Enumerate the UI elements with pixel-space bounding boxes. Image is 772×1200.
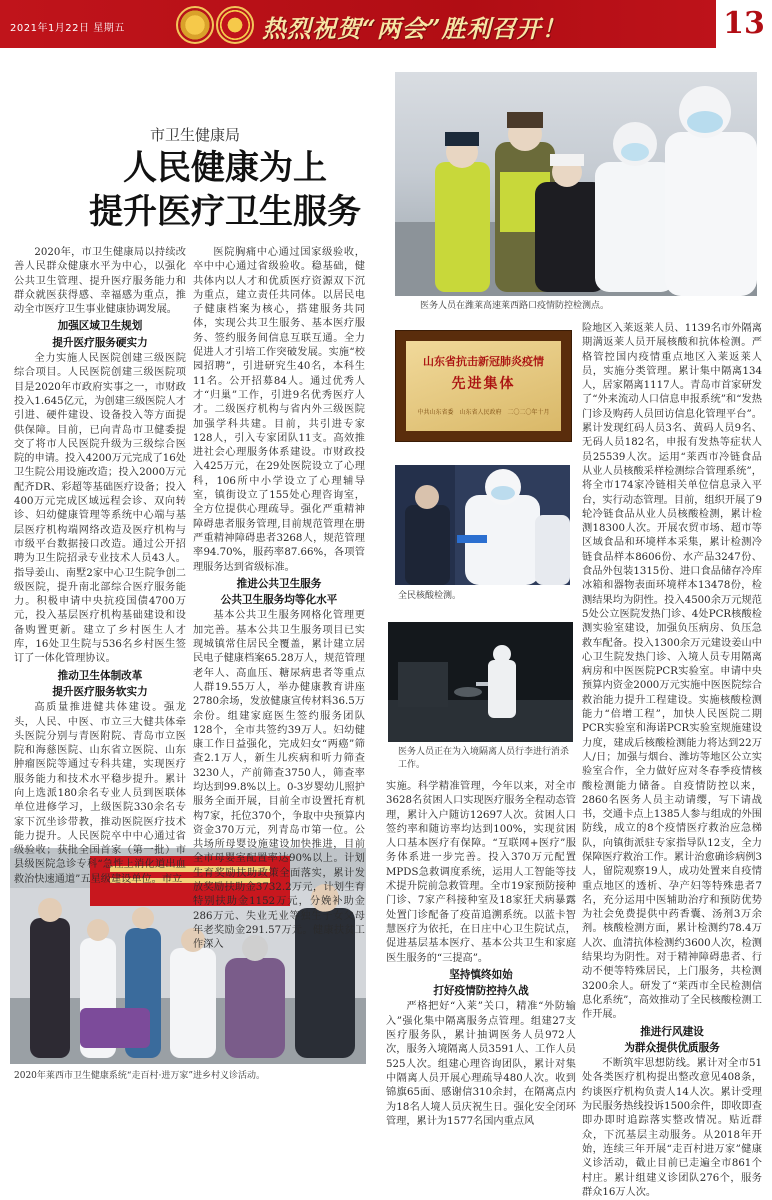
headline-line-2: 提升医疗卫生服务 bbox=[89, 192, 361, 232]
article-column-2 bbox=[193, 246, 365, 953]
article-column-4 bbox=[582, 322, 762, 1200]
paragraph: 2020年，市卫生健康局以持续改善人民群众健康水平为中心，以强化公共卫生管理、提升医疗服务能力和群众就医获得感、幸福感为重点，推动全市医疗卫生事业健康协调发展。 bbox=[14, 247, 186, 316]
national-emblem-icon bbox=[176, 6, 214, 44]
clinic-outreach-caption: 2020年莱西市卫生健康系统“走百村·进万家”进乡村义诊活动。 bbox=[14, 1071, 265, 1081]
cppcc-emblem-icon bbox=[216, 6, 254, 44]
article-column-1 bbox=[14, 246, 186, 887]
article-kicker: 市卫生健康局 bbox=[150, 126, 241, 144]
paragraph: 不断筑牢思想防线。累计对全市51处各类医疗机构提出整改意见408条，约谈医疗机构负责人14人次。累计受理为民服务热线投诉1500余件，即收即查即办即时追踪落实整改情况。贴近群众，下沉基层主动服务。从2018年开始，连续三年开展“走百村进万家”健康义诊活动，截止目前已走遍全市861个村庄。累计组建义诊团队276个，服务群众16万人次。 bbox=[582, 1058, 762, 1198]
article-headline bbox=[70, 146, 380, 234]
page-header-banner bbox=[0, 0, 772, 48]
nucleic-test-caption: 全民核酸检测。 bbox=[398, 591, 462, 601]
banner-slogan: 热烈祝贺“两会”胜利召开！ bbox=[262, 14, 567, 43]
nucleic-test-illustration bbox=[395, 465, 570, 585]
disinfection-caption: 医务人员正在为入境隔离人员行李进行消杀工作。 bbox=[398, 747, 570, 770]
issue-date: 2021年1月22日 星期五 bbox=[10, 23, 125, 34]
plaque-face bbox=[406, 341, 561, 431]
section-heading: 打好疫情防控持久战 bbox=[433, 985, 529, 998]
section-heading: 推进行风建设 bbox=[640, 1025, 704, 1038]
nucleic-test-photo bbox=[395, 465, 570, 585]
section-heading: 推动卫生体制改革 bbox=[57, 669, 143, 682]
paragraph: 实施。科学精准管理，今年以来，对全市3628名贫困人口实现医疗服务全程动态管理，累计入户随访12697人次。贫困人口签约率和随访率均达到100%，实现贫困人口基本医疗有保障。“互联网+医疗”服务体系进一步完善。投入370万元配置MPDS急救调度系统，运用人工智能等技术提升院前急救管理。全市19家预防接种门诊、7家产科接种室及18家狂犬病暴露处置门诊配备了疫苗追溯系统。以蓝卡智慧医疗为依托，在日庄中心卫生院试点，促进基层基本医疗、基本公共卫生和家庭医生服务的“三提高”。 bbox=[386, 781, 576, 964]
checkpoint-photo bbox=[395, 72, 757, 296]
section-heading: 提升医疗服务软实力 bbox=[52, 685, 148, 698]
section-heading: 加强区域卫生规划 bbox=[57, 320, 143, 333]
checkpoint-photo-illustration bbox=[395, 72, 757, 296]
disinfection-photo bbox=[388, 622, 573, 742]
paragraph: 严格把好“入莱”关口，精准“外防输入”强化集中隔离服务点管理。组建27支医疗服务队，累计抽调医务人员972人次，服务入境隔离人员3591人、工作人员525人次。组建心理咨询团队，累计对集中隔离人员开展心理疏导480人次。收到锦旗65面、感谢信310余封，在隔离点内为18名人境人员庆祝生日。强化安全闭环管理，累计为1577名国内重点风 bbox=[386, 1001, 576, 1127]
article-column-3 bbox=[386, 780, 576, 1129]
section-heading: 推进公共卫生服务 bbox=[236, 577, 322, 590]
paragraph: 医院胸痛中心通过国家级验收，卒中中心通过省级验收。稳基础，健共体内以人才和优质医疗资源双下沉为重点，建立责任共同体。以居民电子健康档案为核心，搭建服务共同体，实现公共卫生服务、基本医疗服务、签约服务间信息互联互通。全力促进人才引培工作突破发展。实施“校园招聘”，引进研究生40名，本科生11名。公开招募84人。通过优秀人才“归巢”工作，引进9名优秀医疗人才。二级医疗机构与省内外三级医院加强学科共建。目前，共引进专家128人，引入专家团队11支。高效推进社会心理服务体系建设。市财政投入425万元，在29处医院设立了心理科，106所中小学设立了心理辅导室，镇街设立了155处心理咨询室，全方位提供心理疏导。强化严重精神障碍患者服务管理,目前规范管理在册严重精神障碍患者3268人，规范管理率94.70%，服药率87.66%，各项管理服务达到省级标准。 bbox=[193, 247, 365, 573]
section-heading: 提升医疗服务硬实力 bbox=[52, 336, 148, 349]
disinfection-illustration bbox=[388, 622, 573, 742]
paragraph: 基本公共卫生服务网格化管理更加完善。基本公共卫生服务项目已实现城镇常住居民全覆盖，累计建立居民电子健康档案65.28万人，规范管理老年人、高血压、糖尿病患者等重点人群19.55万人，举办健康教育讲座2780余场，发放健康宣传材料36.5万余份。组建家庭医生签约服务团队128个，全市共签约39万人。妇幼健康工作日益强化，完成妇女“两癌”筛查2.1万人，新生儿疾病和听力筛查3230人，产前筛查3750人，筛查率均达到99.8%以上。0-3岁婴幼儿照护服务全面开展，目前全市设置托育机构7家，托位370个，争取中央预算内资金370万元，列青岛市第一位。公共场所母婴设施建设加快推进，目前全市母婴室配置率达90%以上。计划生育奖励扶助政策全面落实，累计发放奖励扶助金3732.2万元，计划生育特别扶助金1152万元，分娩补助金286万元、失业无业等独生子女父母年老奖励金291.57万元。健康扶贫工作深入 bbox=[193, 610, 365, 951]
checkpoint-caption: 医务人员在潍莱高速莱西路口疫情防控检测点。 bbox=[420, 301, 610, 311]
section-heading: 为群众提供优质服务 bbox=[624, 1041, 720, 1054]
paragraph: 险地区入莱返莱人员、1139名市外隔离期满返莱人员开展核酸和抗体检测。严格管控国内疫情重点地区入莱返莱人员，实施分类管理。累计集中隔离134人，居家隔离1117人。青岛市首家研发了“外来流动人口信息申报系统”和“发热门诊及购药人员回访信息化管理平台”。累计发现红码人员3名、黄码人员9名、无码人员182名，申报有发热等症状人员25539人次。运用“莱西市冷链食品从业人员核酸采样检测综合管理系统”，将全市174家冷链相关单位信息录入平台，实行动态管理。目前，组织开展了9轮冷链食品从业人员核酸检测，累计检测18300人次。开展农贸市场、超市等区域食品和环境样本采集，累计检测冷链食品样本8606份、水产品3247份、食品外包装1315份、进口食品储存冷库冰箱和器物表面环境样本13478份，检测结果均为阴性。投入4500余万元规范5处公立医院发热门诊、4处PCR核酸检测实验室建设，加强负压病房、负压急救车配备。投入1300余万元建设姜山中心卫生院发热门诊、入境人员专用隔离病房和中医医院PCR实验室。申请中央预算内资金2000万元实施中医医院综合救治能力提升工程建设。实施核酸检测能力“倍增工程”，加快人民医院二期PCR实验室和海诺PCR实验室规施建设力度，建成后核酸检测能力将达到22万人/日；加强与烟台、潍坊等地区公立实验室合作，全力做好应对冬春季疫情核酸检测能力储备。自疫情防控以来，2860名医务人员主动请缨，写下请战书，交通卡点上1385人参与组成的外围防线，成立的8个疫情医疗救治应急梯队，向镇街派驻专家指导队12支，全力保障医疗救治工作。累计治愈确诊病例3人，留院观察19人，成功处置来自疫情重点地区的透析、孕产妇等特殊患者7名，充分运用中医辅助治疗和预防优势为社会免费提供中药香囊、汤剂3万余剂。核酸检测方面，累计检测约78.4万人次、血清抗体检测约3600人次，检测结果均为阴性。对于精神障碍患者、行动不便等特殊居民，上门服务，共检测3200余人。研发了“莱西市全民检测信息化系统”，高效推动了全民核酸检测工作开展。 bbox=[582, 323, 762, 1021]
headline-line-1: 人民健康为上 bbox=[123, 148, 327, 188]
page-number: 13 bbox=[716, 0, 772, 48]
section-heading: 坚持慎终如始 bbox=[449, 968, 513, 981]
plaque-footer: 中共山东省委 山东省人民政府 二〇二〇年十月 bbox=[417, 409, 550, 416]
honor-plaque-photo bbox=[395, 330, 572, 442]
section-heading: 公共卫生服务均等化水平 bbox=[220, 594, 338, 607]
paragraph: 高质量推进健共体建设。强龙头，人民、中医、市立三大健共体牵头医院分别与青医附院、青岛市立医院和海慈医院、山东省立医院、山东肿瘤医院等通过专科共建，实现医疗服务能力和技术水平稳步提升。累计向上选派180余名专业人员到医联体单位进修学习，上级医院330余名专家下沉坐诊带教，推动医院医疗技术能力提升。人民医院卒中中心通过省级验收；获批全国首家（第一批）市县级医院急诊专科“急性上消化道出血救治快速通道”五星级建设单位。市立 bbox=[14, 702, 186, 885]
plaque-title: 山东省抗击新冠肺炎疫情 bbox=[423, 355, 544, 368]
plaque-subtitle: 先进集体 bbox=[451, 376, 516, 392]
paragraph: 全力实施人民医院创建三级医院综合项目。人民医院创建三级医院项目是2020年市政府实事之一，市财政投入1.645亿元，为创建三级医院人才引进、硬件建设、设备投入等方面提供保障。目前，已向青岛市卫健委提交了将市人民医院升级为三级综合医院的申请。投入4200万元完成了16处卫生院公用设施改造；投入2000万元配齐DR、彩超等基础医疗设备；投入400万元完成区域远程会诊、双向转诊、妇幼健康管理等系统中心端与基层医疗机构端网络改造及医疗机构与市级平台数据接口改造。通过公开招聘为卫生院招录专业技术人员43人。指导姜山、南墅2家中心卫生院争创二级医院，提升南北部综合医疗服务能力。积极申请中央抗疫国债4700万元，投入基层医疗机构基础建设和设备购置更新。建立了乡村医生人才库，16处卫生院与536名乡村医生签订了一体化管理协议。 bbox=[14, 353, 186, 665]
